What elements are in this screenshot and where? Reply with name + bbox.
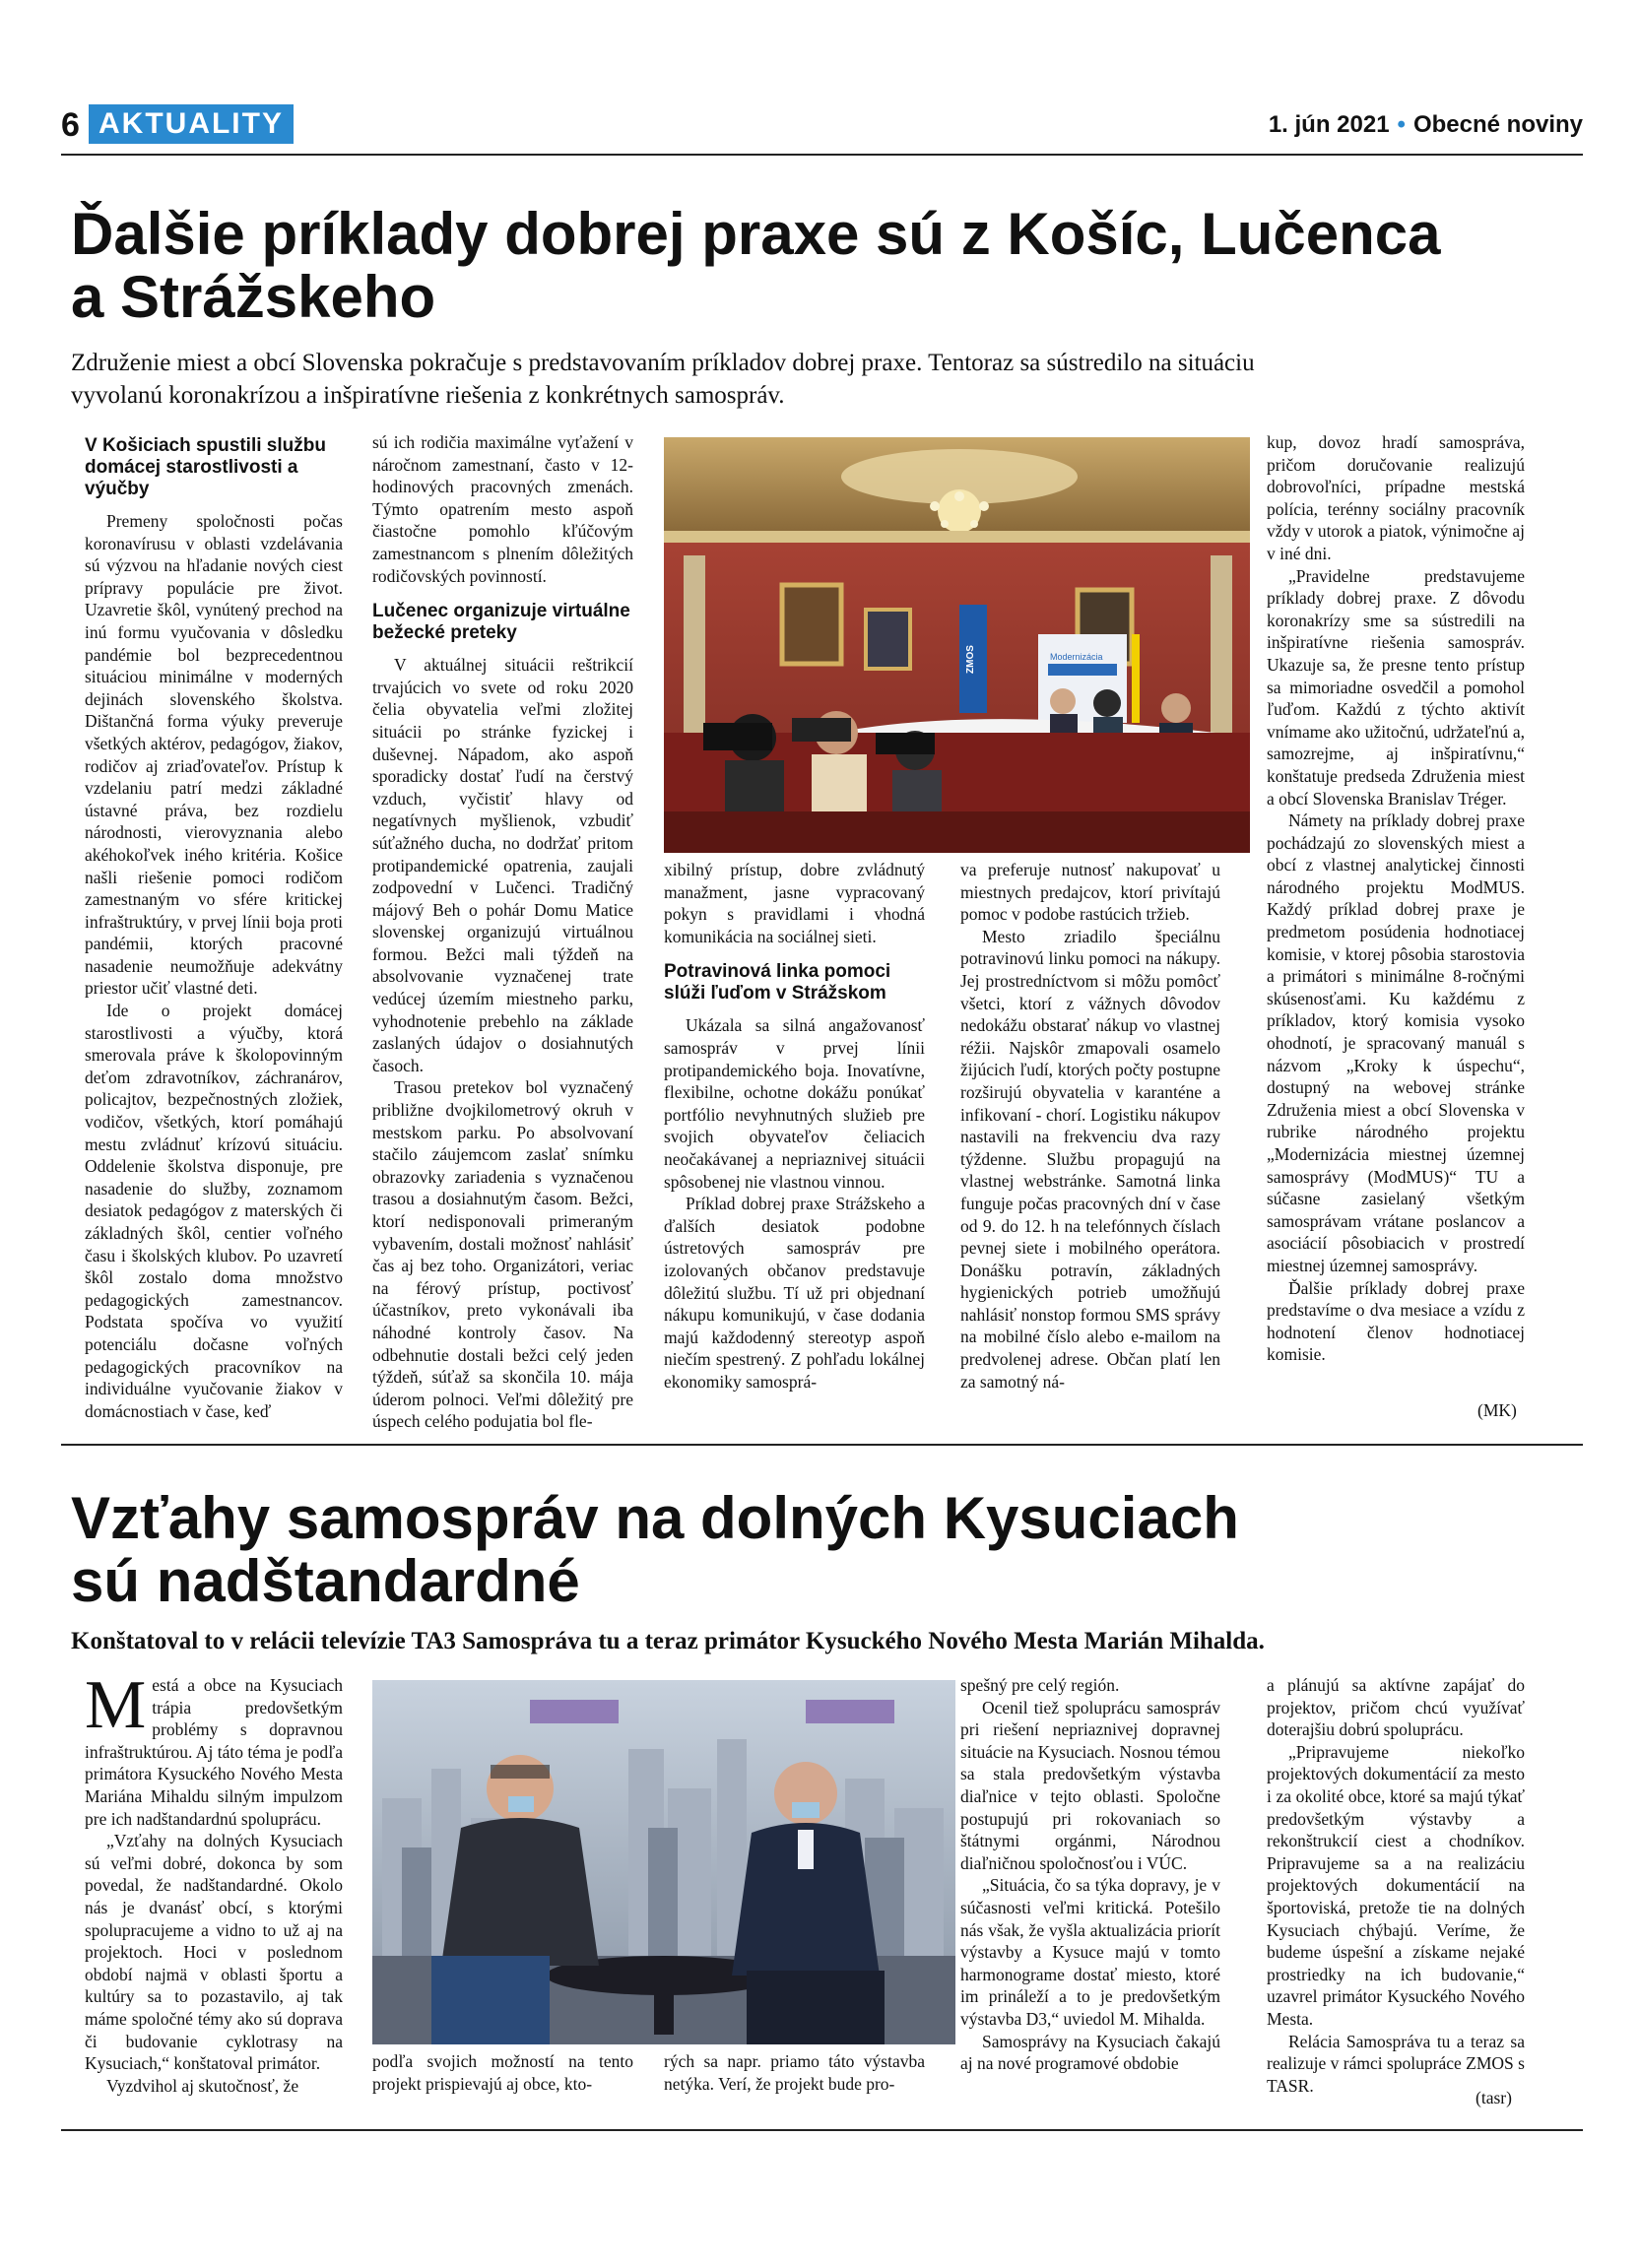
paragraph: Námety na príklady dobrej praxe pochádzajú zo slovenských miest a obcí z vlastnej analytickej činnosti národného projektu ModMUS. Každý príklad dobrej praxe je predmetom posúdenia hodnotiacej komisie, v ktorej pôsobia starostovia a primátori s minimálne 8-ročnými skúsenosťami. Ku každému z príkladov, ktorý komisia vysoko ohodnotí, je spracovaný manuál s názvom „Kroky k úspechu“, dostupný na webovej stránke Združenia miest a obcí Slovenska v rubrike národného projektu „Modernizácia miestnej územnej samosprávy (ModMUS)“ TU a súčasne zasielaný všetkým samosprávam vrátane poslancov a asociácií pôsobiacich v prostredí miestnej územnej samosprávy.	[1267, 810, 1525, 1275]
paragraph: va preferuje nutnosť nakupovať u miestnych predajcov, ktorí privítajú pomoc v podobe rastúcich tržieb.	[960, 860, 1220, 925]
article1-column-1	[85, 431, 343, 1422]
article1-signature: (MK)	[1477, 1400, 1517, 1420]
paragraph: Mesto zriadilo špeciálnu potravinovú linku pomoci na nákupy. Jej prostredníctvom si môžu pomôcť všetci, ktorí z vážnych dôvodov nedokážu obstarať nákup vo vlastnej réžii. Najskôr zmapovali osamelo žijúcich ľudí, ktorých počty postupne rozširujú obyvatelia v karanténe a infikovaní - chorí. Logistiku nákupov nastavili na frekvenciu dva razy týždenne. Službu propagujú na vlastnej webstránke. Samotná linka funguje počas pracovných dní v čase od 9. do 12. h na telefónnych číslach pevnej siete i mobilného operátora. Donášku potravín, základných hygienických potrieb umožňujú nahlásiť nonstop formou SMS správy na mobilné číslo alebo e-mailom na predvolenej adrese. Občan platí len za samotný ná-	[960, 926, 1220, 1392]
drop-cap: M	[85, 1667, 147, 1743]
footer-rule	[61, 2129, 1583, 2131]
paragraph: Premeny spoločnosti počas koronavírusu v oblasti vzdelávania sú výzvou na hľadanie nových ciest prípravy populácie pre život. Uzavretie škôl, vynútený prechod na inú formu vyučovania v dôsledku pandémie bol bezprecedentnou situáciou minimálne v moderných dejinách slovenského školstva. Dištančná forma výuky preveruje všetkých aktérov, pedagógov, žiakov, rodičov aj zriaďovateľov. Prístup k vzdelaniu patrí medzi základné ústavné práva, bez rozdielu národnosti, vierovyznania alebo akéhokoľvek iného kritéria. Košice našli riešenie pomoci rodičom zamestnaným vo sfére kritickej infraštruktúry, v prvej línii boja proti pandémii, ktorých pracovné nasadenie neumožňuje adekvátny priestor učiť vlastné deti.	[85, 511, 343, 999]
article2-title-line2: sú nadštandardné	[71, 1548, 580, 1614]
issue-info	[1269, 102, 1583, 148]
header-rule	[61, 154, 1583, 156]
article-divider	[61, 1444, 1583, 1446]
paragraph: Ocenil tiež spoluprácu samospráv pri riešení nepriaznivej dopravnej situácie na Kysuciach. Nosnou témou sa stala predovšetkým výstavba diaľnice v tejto oblasti. Spoločne postupujú pri rokovaniach so štátnymi orgánmi, Národnou diaľničnou spoločnosťou i VÚC.	[960, 1697, 1220, 1873]
paragraph: Ide o projekt domácej starostlivosti a výučby, ktorá smerovala práve k školopovinným deťom zdravotníkov, záchranárov, policajtov, bezpečnostných zložiek, vodičov, všetkých, ktorí pomáhajú mestu zvládnuť krízovú situáciu. Oddelenie školstva disponuje, pre nasadenie do služby, zoznamom desiatok pedagógov z materských či základných škôl, centier voľného času i školských klubov. Po uzavretí škôl zostalo doma množstvo pedagogických zamestnancov. Podstata spočíva vo využití potenciálu dočasne voľných pedagogických pracovníkov na individuálne vyučovanie žiakov v domácnostiach v čase, keď	[85, 1001, 343, 1421]
press-conference-photo	[664, 437, 1250, 853]
article2-column-4	[960, 1674, 1220, 2107]
paragraph: podľa svojich možností na tento projekt prispievajú aj obce, kto-	[372, 2051, 633, 2094]
photo-banner-text: ZMOS	[965, 645, 976, 674]
paragraph: „Vzťahy na dolných Kysuciach sú veľmi dobré, dokonca by som povedal, že nadštandardné. Okolo nás je dvanásť obcí, s ktorými spolupracujeme a vidno to už aj na projektoch. Hoci v poslednom období najmä v oblasti športu a kultúry sa to pozastavilo, aj tak máme spoločné témy ako sú doprava či budovanie cyklotrasy na Kysuciach,“ konštatoval primátor.	[85, 1831, 343, 2074]
article1-title	[71, 203, 1588, 329]
paragraph: „Situácia, čo sa týka dopravy, je v súčasnosti veľmi kritická. Potešilo nás však, že vyšla aktualizácia priorít výstavby a Kysuce majú v tomto harmonograme dostať miesto, ktoré im prináleží a to je predovšetkým výstavba D3,“ uviedol M. Mihalda.	[960, 1875, 1220, 2029]
paragraph-text: está a obce na Kysuciach trápia predovšetkým problémy s dopravnou infraštruktúrou. Aj táto téma je podľa primátora Kysuckého Nového Mesta Mariána Mihaldu silným impulzom pre ich nadštandardnú spoluprácu.	[85, 1675, 343, 1829]
article1-lead-line1: Združenie miest a obcí Slovenska pokračuje s predstavovaním príkladov dobrej praxe. Tentoraz sa sústredilo na situáciu	[71, 350, 1255, 376]
article2-column-5	[1267, 1674, 1525, 2096]
subheading-strazske: Potravinová linka pomoci slúži ľuďom v Strážskom	[664, 961, 891, 1004]
article2-column-2	[372, 2050, 633, 2109]
article2-photo	[372, 1680, 955, 2044]
article1-lead-line2: vyvolanú koronakrízou a inšpiratívne riešenia z konkrétnych samospráv.	[71, 382, 785, 409]
article1-column-4	[960, 859, 1220, 1422]
paragraph: Ďalšie príklady dobrej praxe predstavíme o dva mesiace a vzídu z hodnotení členov hodnotiacej komisie.	[1267, 1277, 1525, 1365]
issue-date: 1. jún 2021	[1268, 111, 1390, 138]
subheading-kosice: V Košiciach spustili službu domácej starostlivosti a výučby	[85, 435, 326, 499]
paragraph: Vyzdvihol aj skutočnosť, že	[106, 2075, 299, 2096]
paragraph: Príklad dobrej praxe Strážskeho a ďalších desiatok podobne ústretových samospráv pre izolovaných občanov predstavuje dôležitú službu. Tí už pri objednaní nákupu komunikujú, v čase dodania majú každodenný stereotyp aspoň niečím spestrený. Z pohľadu lokálnej ekonomiky samosprá-	[664, 1194, 925, 1392]
paragraph: Relácia Samospráva tu a teraz sa realizuje v rámci spolupráce ZMOS s TASR.	[1267, 2031, 1525, 2096]
article2-column-1	[85, 1667, 343, 2096]
article2-column-3	[664, 2050, 925, 2109]
paragraph: rých sa napr. priamo táto výstavba netýka. Verí, že projekt bude pro-	[664, 2051, 925, 2094]
article1-title-line1: Ďalšie príklady dobrej praxe sú z Košíc, Lučenca	[71, 201, 1441, 267]
separator-dot: •	[1397, 111, 1406, 138]
article1-column-2	[372, 431, 633, 1432]
article2-title-line1: Vzťahy samospráv na dolných Kysuciach	[71, 1485, 1239, 1551]
paragraph: V aktuálnej situácii reštrikcií trvajúcich vo svete od roku 2020 čelia obyvatelia veľmi zložitej situácii po stránke fyzickej i duševnej. Nápadom, ako aspoň sporadicky dostať ľudí na čerstvý vzduch, vyčistiť hlavy od negatívnych myšlienok, vzbudiť súťažného ducha, no dodržať pritom protipandemické opatrenia, zaujali zodpovední v Lučenci. Tradičný májový Beh o pohár Domu Matice slovenskej organizujú virtuálnou formou. Bežci mali týždeň na absolvovanie vyznačenej trate vedúcej územím miestneho parku, vyhodnotenie prebehlo na základe zaslaných údajov o dosiahnutých časoch.	[372, 655, 633, 1075]
section-label: AKTUALITY	[89, 104, 294, 144]
article1-column-3	[664, 859, 925, 1422]
article1-title-line2: a Strážskeho	[71, 264, 436, 330]
paragraph: kup, dovoz hradí samospráva, pričom doručovanie realizujú dobrovoľníci, prípadne mestská polícia, terénny sociálny pracovník vždy v utorok a piatok, výnimočne aj v iné dni.	[1267, 432, 1525, 563]
page-number: 6	[61, 106, 80, 144]
paragraph	[85, 1667, 343, 1830]
paragraph: spešný pre celý región.	[960, 1675, 1120, 1695]
paragraph: Ukázala sa silná angažovanosť samospráv v prvej línii protipandemického boja. Inovatívne, flexibilne, ochotne dokážu ponúkať portfólio nevyhnutných služieb pre svojich obyvateľov čeliacich neočakávanej a nepriaznivej situácii spôsobenej nie vlastnou vinnou.	[664, 1015, 925, 1192]
page-header	[61, 102, 1583, 148]
tv-studio-photo	[372, 1680, 955, 2044]
paragraph: sú ich rodičia maximálne vyťažení v náročnom zamestnaní, často v 12-hodinových pracovných zmenách. Týmto opatrením mesto aspoň čiastočne pomohlo kľúčovým zamestnancom s plnením dôležitých rodičovských povinností.	[372, 432, 633, 586]
article2-title	[71, 1487, 1588, 1613]
paragraph: xibilný prístup, dobre zvládnutý manažment, jasne vypracovaný pokyn s pravidlami i vhodná komunikácia na sociálnej sieti.	[664, 860, 925, 946]
paragraph: „Pripravujeme niekoľko projektových dokumentácií za mesto i za okolité obce, ktoré sa majú týkať predovšetkým výstavby a rekonštrukcií ciest a chodníkov. Pripravujeme sa a na realizáciu projektových dokumentácií na športoviská, pretože tie na dolných Kysuciach chýbajú. Veríme, že budeme úspešní a získame nejaké prostriedky na ich budovanie,“ uzavrel primátor Kysuckého Nového Mesta.	[1267, 1741, 1525, 2029]
publication-name: Obecné noviny	[1412, 111, 1583, 138]
paragraph: „Pravidelne predstavujeme príklady dobrej praxe. Z dôvodu koronakrízy sme sa sústredili na inšpiratívne riešenia samospráv. Ukazuje sa, že presne tento prístup sa mimoriadne osvedčil a pomohol ľuďom. Každú z týchto aktivít vnímame ako užitočnú, udržateľnú a, samozrejme, aj inšpiratívnu,“ konštatuje predseda Združenia miest a obcí Slovenska Branislav Tréger.	[1267, 565, 1525, 809]
article2-signature: (tasr)	[1476, 2088, 1512, 2107]
article1-lead	[71, 347, 1588, 412]
paragraph: Trasou pretekov bol vyznačený približne dvojkilometrový okruh v mestskom parku. Po absolvovaní stačilo záujemcom zaslať snímku obrazovky zariadenia s vyznačenou trasou a dosiahnutým časom. Bežci, ktorí nedisponovali primeraným vybavením, dostali možnosť nahlásiť čas aj bez toho. Organizátori, veriac na férový prístup, poctivosť účastníkov, preto vykonávali iba náhodné kontroly časov. Na odbehnutie dostali bežci celý jeden týždeň, súťaž sa skončila 10. mája úderom polnoci. Veľmi dôležitý pre úspech celého podujatia bol fle-	[372, 1077, 633, 1432]
article1-photo	[664, 437, 1250, 853]
article2-lead: Konštatoval to v relácii televízie TA3 Samospráva tu a teraz primátor Kysuckého Nového Mesta Marián Mihalda.	[71, 1628, 1265, 1654]
article1-column-5	[1267, 431, 1525, 1396]
subheading-lucenec: Lučenec organizuje virtuálne bežecké preteky	[372, 601, 630, 644]
photo-rollup-text: Modernizácia	[1050, 652, 1103, 662]
paragraph: a plánujú sa aktívne zapájať do projektov, pričom chcú využívať doterajšiu dobrú spoluprácu.	[1267, 1675, 1525, 1740]
paragraph: Samosprávy na Kysuciach čakajú aj na nové programové obdobie	[960, 2031, 1220, 2074]
